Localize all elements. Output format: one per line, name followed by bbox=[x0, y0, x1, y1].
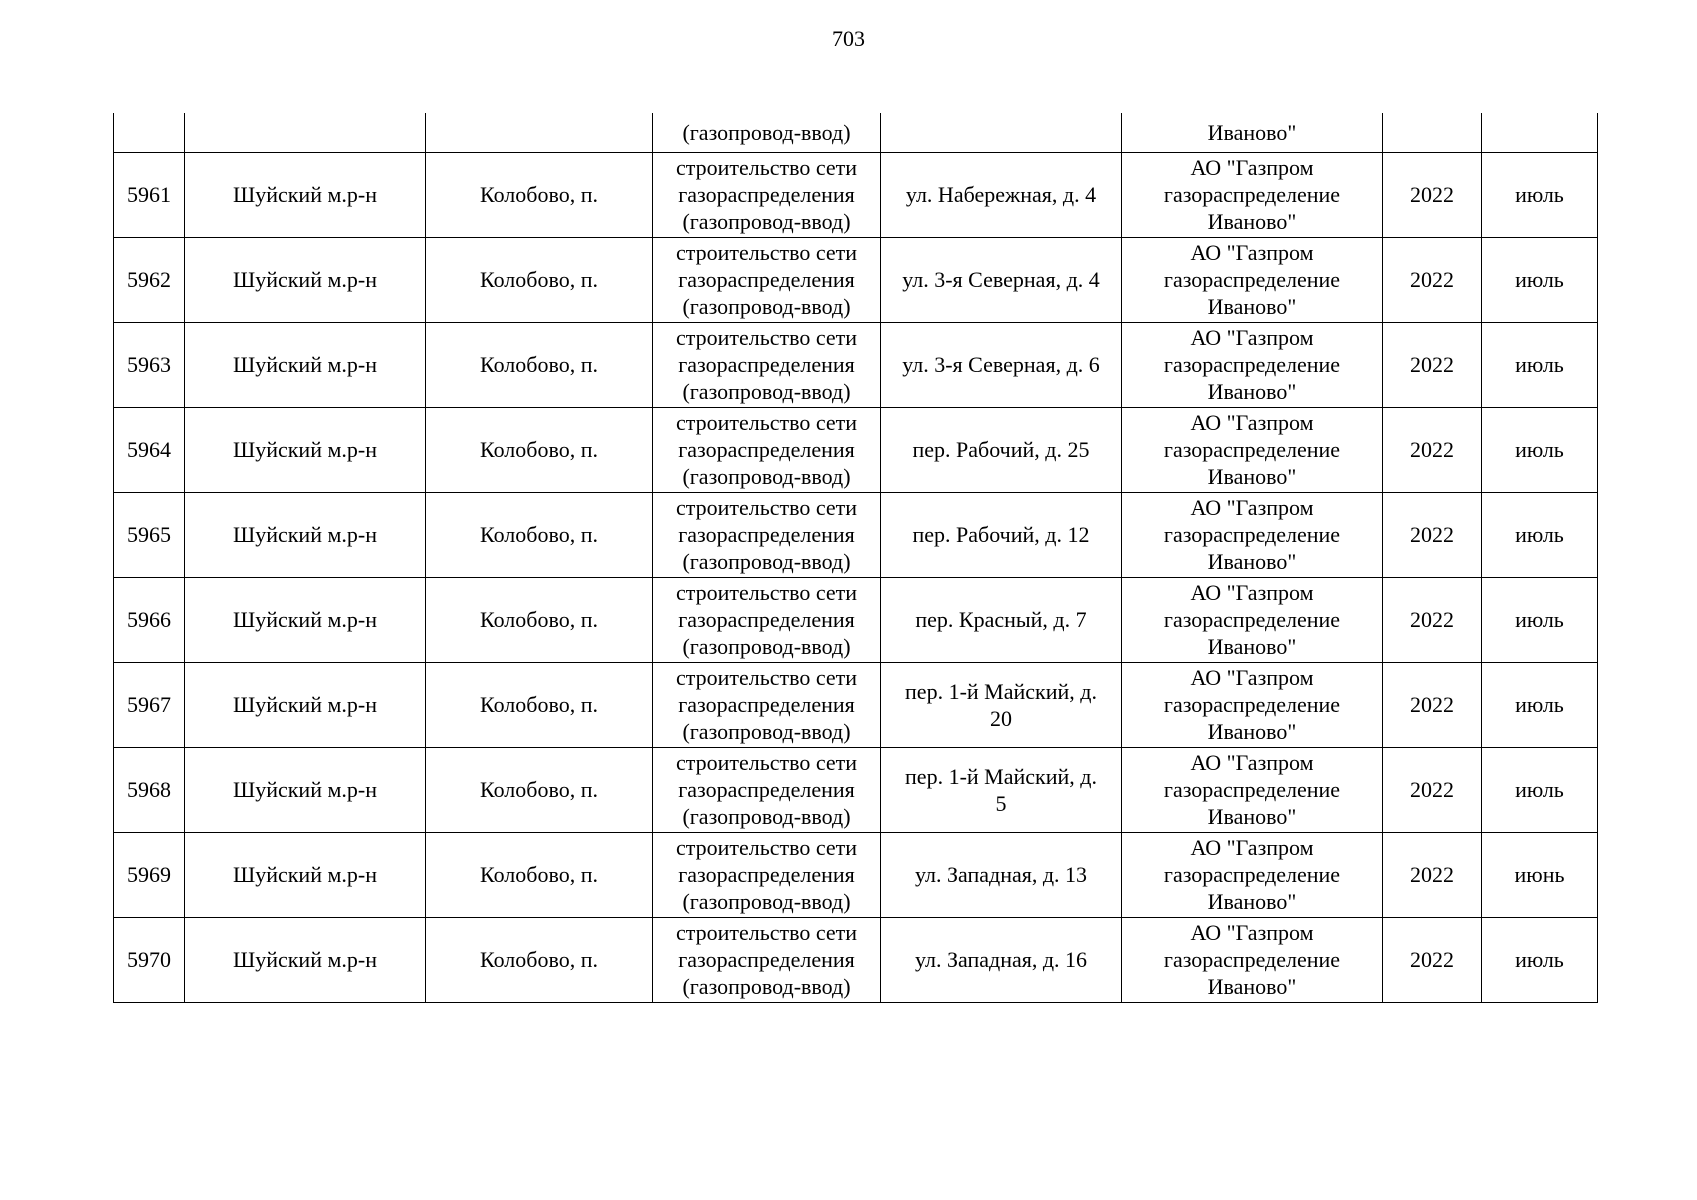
cell-settlement bbox=[426, 113, 653, 152]
cell-num: 5963 bbox=[114, 322, 185, 407]
cell-organization: АО "Газпром газораспределение Иваново" bbox=[1122, 917, 1383, 1002]
cell-district: Шуйский м.р-н bbox=[185, 322, 426, 407]
cell-work-type: строительство сети газораспределения (газопровод-ввод) bbox=[653, 152, 881, 237]
cell-num: 5968 bbox=[114, 747, 185, 832]
table-row bbox=[114, 237, 1598, 322]
cell-work-type: (газопровод-ввод) bbox=[653, 113, 881, 152]
cell-address: пер. 1-й Майский, д. 5 bbox=[881, 747, 1122, 832]
cell-address: пер. Красный, д. 7 bbox=[881, 577, 1122, 662]
cell-address: ул. Набережная, д. 4 bbox=[881, 152, 1122, 237]
cell-address: пер. Рабочий, д. 25 bbox=[881, 407, 1122, 492]
cell-organization: АО "Газпром газораспределение Иваново" bbox=[1122, 747, 1383, 832]
cell-num: 5970 bbox=[114, 917, 185, 1002]
continued-row bbox=[114, 113, 1598, 152]
table-row bbox=[114, 577, 1598, 662]
cell-address: ул. 3-я Северная, д. 4 bbox=[881, 237, 1122, 322]
gas-network-table bbox=[113, 113, 1598, 1003]
cell-work-type: строительство сети газораспределения (газопровод-ввод) bbox=[653, 407, 881, 492]
cell-organization: АО "Газпром газораспределение Иваново" bbox=[1122, 577, 1383, 662]
cell-month: июль bbox=[1482, 917, 1598, 1002]
cell-year: 2022 bbox=[1383, 832, 1482, 917]
cell-month: июль bbox=[1482, 577, 1598, 662]
cell-month: июль bbox=[1482, 747, 1598, 832]
cell-address: ул. Западная, д. 13 bbox=[881, 832, 1122, 917]
cell-district: Шуйский м.р-н bbox=[185, 492, 426, 577]
cell-work-type: строительство сети газораспределения (газопровод-ввод) bbox=[653, 747, 881, 832]
cell-work-type: строительство сети газораспределения (газопровод-ввод) bbox=[653, 237, 881, 322]
table-row bbox=[114, 492, 1598, 577]
cell-district: Шуйский м.р-н bbox=[185, 662, 426, 747]
cell-organization: АО "Газпром газораспределение Иваново" bbox=[1122, 237, 1383, 322]
cell-year bbox=[1383, 113, 1482, 152]
table-row bbox=[114, 407, 1598, 492]
cell-month bbox=[1482, 113, 1598, 152]
cell-month: июль bbox=[1482, 322, 1598, 407]
cell-year: 2022 bbox=[1383, 237, 1482, 322]
table-row bbox=[114, 917, 1598, 1002]
page-number: 703 bbox=[832, 26, 865, 51]
cell-settlement: Колобово, п. bbox=[426, 322, 653, 407]
cell-district: Шуйский м.р-н bbox=[185, 747, 426, 832]
cell-year: 2022 bbox=[1383, 747, 1482, 832]
cell-num bbox=[114, 113, 185, 152]
cell-month: июль bbox=[1482, 152, 1598, 237]
cell-settlement: Колобово, п. bbox=[426, 917, 653, 1002]
cell-work-type: строительство сети газораспределения (газопровод-ввод) bbox=[653, 662, 881, 747]
cell-district: Шуйский м.р-н bbox=[185, 917, 426, 1002]
cell-num: 5967 bbox=[114, 662, 185, 747]
cell-organization: АО "Газпром газораспределение Иваново" bbox=[1122, 152, 1383, 237]
cell-month: июль bbox=[1482, 237, 1598, 322]
cell-month: июнь bbox=[1482, 832, 1598, 917]
cell-address: ул. 3-я Северная, д. 6 bbox=[881, 322, 1122, 407]
cell-district: Шуйский м.р-н bbox=[185, 237, 426, 322]
cell-num: 5969 bbox=[114, 832, 185, 917]
cell-work-type: строительство сети газораспределения (газопровод-ввод) bbox=[653, 492, 881, 577]
cell-num: 5965 bbox=[114, 492, 185, 577]
cell-month: июль bbox=[1482, 492, 1598, 577]
table-row bbox=[114, 322, 1598, 407]
cell-district: Шуйский м.р-н bbox=[185, 577, 426, 662]
cell-address bbox=[881, 113, 1122, 152]
cell-organization: АО "Газпром газораспределение Иваново" bbox=[1122, 407, 1383, 492]
table-row bbox=[114, 747, 1598, 832]
cell-num: 5962 bbox=[114, 237, 185, 322]
cell-settlement: Колобово, п. bbox=[426, 237, 653, 322]
cell-year: 2022 bbox=[1383, 662, 1482, 747]
cell-year: 2022 bbox=[1383, 917, 1482, 1002]
cell-num: 5961 bbox=[114, 152, 185, 237]
cell-settlement: Колобово, п. bbox=[426, 747, 653, 832]
cell-settlement: Колобово, п. bbox=[426, 662, 653, 747]
cell-settlement: Колобово, п. bbox=[426, 152, 653, 237]
cell-organization: АО "Газпром газораспределение Иваново" bbox=[1122, 492, 1383, 577]
cell-settlement: Колобово, п. bbox=[426, 407, 653, 492]
cell-district: Шуйский м.р-н bbox=[185, 832, 426, 917]
cell-work-type: строительство сети газораспределения (газопровод-ввод) bbox=[653, 917, 881, 1002]
cell-organization: АО "Газпром газораспределение Иваново" bbox=[1122, 322, 1383, 407]
cell-month: июль bbox=[1482, 407, 1598, 492]
cell-district: Шуйский м.р-н bbox=[185, 407, 426, 492]
cell-num: 5964 bbox=[114, 407, 185, 492]
cell-year: 2022 bbox=[1383, 322, 1482, 407]
cell-organization: АО "Газпром газораспределение Иваново" bbox=[1122, 662, 1383, 747]
table-row bbox=[114, 152, 1598, 237]
cell-organization: Иваново" bbox=[1122, 113, 1383, 152]
cell-address: пер. Рабочий, д. 12 bbox=[881, 492, 1122, 577]
cell-organization: АО "Газпром газораспределение Иваново" bbox=[1122, 832, 1383, 917]
table-row bbox=[114, 832, 1598, 917]
cell-work-type: строительство сети газораспределения (газопровод-ввод) bbox=[653, 832, 881, 917]
cell-settlement: Колобово, п. bbox=[426, 492, 653, 577]
cell-settlement: Колобово, п. bbox=[426, 832, 653, 917]
cell-num: 5966 bbox=[114, 577, 185, 662]
cell-work-type: строительство сети газораспределения (газопровод-ввод) bbox=[653, 577, 881, 662]
cell-year: 2022 bbox=[1383, 577, 1482, 662]
cell-district: Шуйский м.р-н bbox=[185, 152, 426, 237]
cell-address: ул. Западная, д. 16 bbox=[881, 917, 1122, 1002]
cell-district bbox=[185, 113, 426, 152]
cell-year: 2022 bbox=[1383, 152, 1482, 237]
cell-address: пер. 1-й Майский, д. 20 bbox=[881, 662, 1122, 747]
cell-year: 2022 bbox=[1383, 492, 1482, 577]
table-body bbox=[114, 113, 1598, 1002]
cell-month: июль bbox=[1482, 662, 1598, 747]
cell-year: 2022 bbox=[1383, 407, 1482, 492]
cell-work-type: строительство сети газораспределения (газопровод-ввод) bbox=[653, 322, 881, 407]
cell-settlement: Колобово, п. bbox=[426, 577, 653, 662]
table-row bbox=[114, 662, 1598, 747]
